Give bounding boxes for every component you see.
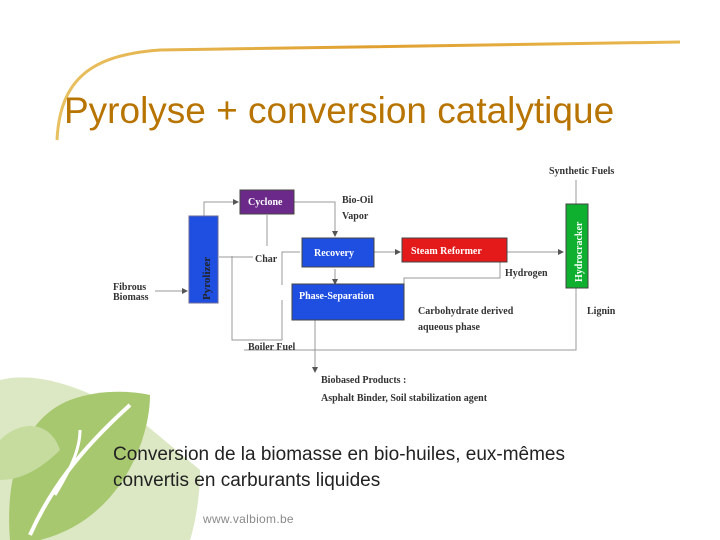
hydrocracker-label: Hydrocracker	[574, 221, 585, 282]
hydrogen-label: Hydrogen	[505, 268, 548, 279]
phase-to-boiler-line	[266, 300, 282, 340]
pyrolizer-to-cyclone-line	[204, 202, 238, 216]
char-label: Char	[255, 254, 278, 265]
bio-oil-label: Bio-Oil	[342, 195, 374, 206]
biomass-label: Biomass	[113, 292, 149, 303]
vapor-label: Vapor	[342, 211, 369, 222]
recovery-side-line	[282, 252, 300, 285]
steam-reformer-label: Steam Reformer	[411, 246, 482, 257]
recovery-label: Recovery	[314, 248, 354, 259]
biobased-label-1: Biobased Products :	[321, 375, 407, 386]
slide-title: Pyrolyse + conversion catalytique	[64, 90, 615, 131]
phase-separation-label: Phase-Separation	[299, 291, 374, 302]
hydrogen-to-phase-line	[404, 262, 500, 290]
carbohydrate-label-1: Carbohydrate derived	[418, 306, 514, 317]
recycle-loop-line	[232, 256, 276, 340]
carbohydrate-label-2: aqueous phase	[418, 322, 480, 333]
slide-caption: Conversion de la biomasse en bio-huiles, eux-mêmes convertis en carburants liquides	[113, 444, 566, 491]
cyclone-label: Cyclone	[248, 197, 283, 208]
boiler-fuel-label: Boiler Fuel	[248, 342, 296, 353]
website-url: www.valbiom.be	[203, 512, 294, 526]
cyclone-to-vapor-line	[294, 202, 335, 236]
fibrous-label: Fibrous	[113, 282, 147, 293]
synthetic-fuels-label: Synthetic Fuels	[549, 166, 615, 177]
phase-separation-node	[292, 284, 404, 320]
biobased-label-2: Asphalt Binder, Soil stabilization agent	[321, 393, 488, 404]
pyrolizer-label: Pyrolizer	[201, 256, 213, 300]
lignin-label: Lignin	[587, 306, 616, 317]
